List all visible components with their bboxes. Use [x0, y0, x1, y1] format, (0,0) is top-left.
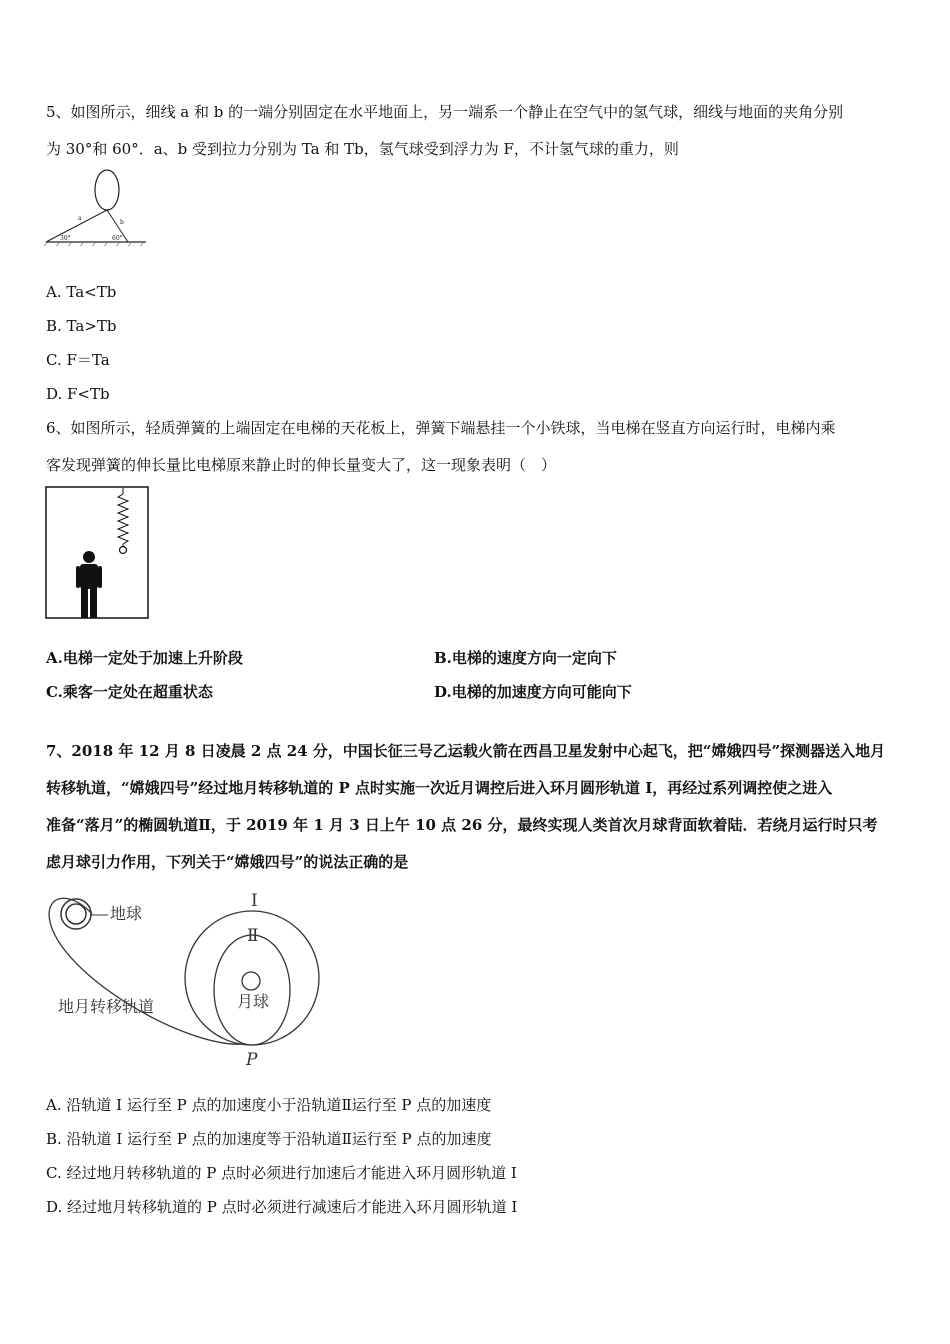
q5-option-b[interactable]: B. Ta>Tb — [46, 317, 117, 335]
q5-option-a[interactable]: A. Ta<Tb — [46, 283, 117, 301]
balloon-figure — [40, 166, 150, 250]
label-a: a — [78, 215, 82, 222]
q5-text-line2: 为 30°和 60°．a、b 受到拉力分别为 Ta 和 Tb，氢气球受到浮力为 F，不计氢气球的重力，则 — [46, 140, 679, 158]
q7-option-a[interactable]: A. 沿轨道 I 运行至 P 点的加速度小于沿轨道Ⅱ运行至 P 点的加速度 — [46, 1096, 492, 1114]
q6-option-d[interactable]: D.电梯的加速度方向可能向下 — [434, 683, 632, 701]
orbit-figure — [44, 884, 334, 1070]
q6-option-b[interactable]: B.电梯的速度方向一定向下 — [434, 649, 617, 667]
q7-option-b[interactable]: B. 沿轨道 I 运行至 P 点的加速度等于沿轨道Ⅱ运行至 P 点的加速度 — [46, 1130, 492, 1148]
q5-text-line1: 5、如图所示，细线 a 和 b 的一端分别固定在水平地面上，另一端系一个静止在空气中的氢气球，细线与地面的夹角分别 — [46, 103, 844, 121]
q7-option-c[interactable]: C. 经过地月转移轨道的 P 点时必须进行加速后才能进入环月圆形轨道 I — [46, 1164, 517, 1182]
q6-option-a[interactable]: A.电梯一定处于加速上升阶段 — [46, 649, 243, 667]
point-p-label: P — [246, 1050, 258, 1070]
earth-label: 地球 — [110, 904, 143, 923]
q5-option-d[interactable]: D. F<Tb — [46, 385, 110, 403]
q5-option-c[interactable]: C. F＝Ta — [46, 351, 110, 369]
angle-60: 60° — [112, 235, 123, 242]
label-b: b — [120, 219, 124, 226]
q7-text-line3: 准备“落月”的椭圆轨道Ⅱ，于 2019 年 1 月 3 日上午 10 点 26 分，最终实现人类首次月球背面软着陆．若绕月运行时只考 — [46, 816, 878, 834]
moon-label: 月球 — [237, 992, 270, 1011]
elevator-figure — [45, 486, 150, 620]
orbit-1-label: I — [251, 891, 258, 911]
q6-option-c[interactable]: C.乘客一定处在超重状态 — [46, 683, 213, 701]
transfer-orbit-label: 地月转移轨道 — [58, 997, 155, 1016]
q6-text-line1: 6、如图所示，轻质弹簧的上端固定在电梯的天花板上，弹簧下端悬挂一个小铁球，当电梯在竖直方向运行时，电梯内乘 — [46, 419, 836, 437]
orbit-2-label: Ⅱ — [247, 926, 259, 946]
angle-30: 30° — [60, 235, 71, 242]
q7-text-line1: 7、2018 年 12 月 8 日凌晨 2 点 24 分，中国长征三号乙运载火箭在西昌卫星发射中心起飞，把“嫦娥四号”探测器送入地月 — [46, 742, 886, 760]
q7-text-line4: 虑月球引力作用，下列关于“嫦娥四号”的说法正确的是 — [46, 853, 409, 871]
q7-option-d[interactable]: D. 经过地月转移轨道的 P 点时必须进行减速后才能进入环月圆形轨道 I — [46, 1198, 518, 1216]
q6-text-line2: 客发现弹簧的伸长量比电梯原来静止时的伸长量变大了，这一现象表明（ ） — [46, 456, 557, 474]
q7-text-line2: 转移轨道，“嫦娥四号”经过地月转移轨道的 P 点时实施一次近月调控后进入环月圆形轨道 I，再经过系列调控使之进入 — [46, 779, 833, 797]
